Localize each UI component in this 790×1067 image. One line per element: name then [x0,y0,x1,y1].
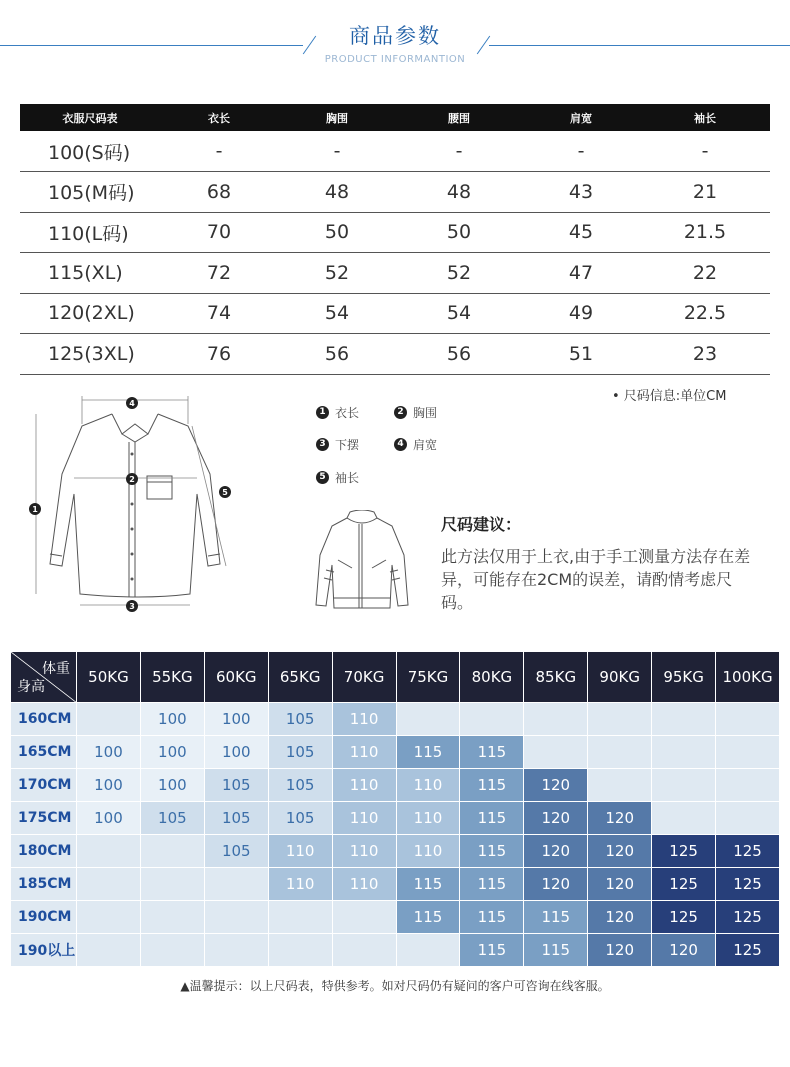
legend-number: 4 [394,438,407,451]
size-label-cell: 105(M码) [20,172,160,213]
size-cell: 115 [460,868,524,901]
size-cell [524,703,588,736]
grid-row [11,901,780,934]
size-cell: 115 [460,769,524,802]
size-cell [588,736,652,769]
grid-corner [11,652,77,703]
size-value-cell: 76 [160,334,278,375]
height-label: 175CM [11,802,77,835]
size-cell [716,703,780,736]
size-value-cell: 22 [640,253,770,294]
size-value-cell: 45 [522,212,640,253]
size-cell: 120 [524,802,588,835]
col-header-length: 衣长 [160,104,278,131]
diagram-mark-5: 5 [222,488,228,497]
size-cell: 110 [268,868,332,901]
size-cell [140,934,204,967]
col-header-sleeve: 袖长 [640,104,770,131]
size-cell: 120 [588,934,652,967]
size-cell: 115 [524,901,588,934]
size-cell: 105 [268,802,332,835]
footnote: ▲温馨提示：以上尺码表，特供参考。如对尺码仍有疑问的客户可咨询在线客服。 [180,979,610,993]
size-row [20,172,770,213]
legend-number: 1 [316,406,329,419]
size-cell [652,802,716,835]
size-cell: 115 [460,802,524,835]
shirt-measurement-diagram [22,394,262,614]
size-value-cell: 54 [396,293,522,334]
grid-row [11,736,780,769]
size-cell [460,703,524,736]
size-cell: 105 [140,802,204,835]
size-cell: 110 [268,835,332,868]
size-cell: 120 [588,835,652,868]
size-cell [332,901,396,934]
size-value-cell: 68 [160,172,278,213]
size-row [20,334,770,375]
size-value-cell: 56 [396,334,522,375]
weight-header: 75KG [396,652,460,703]
weight-header: 60KG [204,652,268,703]
size-cell [652,769,716,802]
size-value-cell: 52 [278,253,396,294]
diagram-mark-2: 2 [129,475,135,484]
col-header-waist: 腰围 [396,104,522,131]
corner-height-label: 身高 [17,679,45,695]
weight-header: 95KG [652,652,716,703]
jacket-illustration [312,510,412,615]
size-value-cell: 48 [396,172,522,213]
size-value-cell: 74 [160,293,278,334]
size-value-cell: 23 [640,334,770,375]
size-label-cell: 100(S码) [20,131,160,172]
height-label: 180CM [11,835,77,868]
size-cell [77,901,141,934]
size-cell [716,736,780,769]
size-value-cell: - [160,131,278,172]
grid-row [11,802,780,835]
grid-row [11,934,780,967]
size-cell: 100 [140,703,204,736]
size-value-cell: 47 [522,253,640,294]
size-cell: 105 [268,736,332,769]
size-value-cell: - [522,131,640,172]
size-label-cell: 110(L码) [20,212,160,253]
size-value-cell: 50 [396,212,522,253]
size-cell [140,901,204,934]
size-cell: 115 [396,868,460,901]
size-cell [396,703,460,736]
size-cell: 105 [204,835,268,868]
grid-row [11,703,780,736]
size-cell: 110 [332,835,396,868]
size-cell: 120 [588,868,652,901]
size-cell: 125 [652,835,716,868]
col-header-chest: 胸围 [278,104,396,131]
size-label-cell: 125(3XL) [20,334,160,375]
size-cell: 100 [77,736,141,769]
legend-label: 胸围 [413,406,438,420]
size-value-cell: 21.5 [640,212,770,253]
size-value-cell: 21 [640,172,770,213]
legend-number: 2 [394,406,407,419]
size-value-cell: 54 [278,293,396,334]
col-header-shoulder: 肩宽 [522,104,640,131]
size-cell: 110 [332,703,396,736]
size-cell: 105 [268,703,332,736]
size-cell: 125 [716,934,780,967]
size-value-cell: 70 [160,212,278,253]
section-title: 商品参数 [349,24,441,48]
size-value-cell: - [640,131,770,172]
section-header [0,0,790,80]
height-label: 165CM [11,736,77,769]
size-cell: 125 [652,901,716,934]
size-cell [268,901,332,934]
size-cell: 110 [332,769,396,802]
size-cell: 115 [460,736,524,769]
corner-weight-label: 体重 [42,661,70,677]
legend-label: 袖长 [335,471,360,485]
size-cell [396,934,460,967]
size-cell: 100 [204,703,268,736]
size-cell: 105 [268,769,332,802]
size-value-cell: 50 [278,212,396,253]
col-header-size: 衣服尺码表 [20,104,160,131]
size-table [20,104,770,375]
size-cell [140,835,204,868]
height-label: 190CM [11,901,77,934]
diagram-mark-1: 1 [32,505,38,514]
size-cell [140,868,204,901]
size-value-cell: - [278,131,396,172]
size-cell: 115 [524,934,588,967]
section-subtitle: PRODUCT INFORMANTION [324,54,466,65]
size-row [20,212,770,253]
size-cell: 110 [332,802,396,835]
size-value-cell: 48 [278,172,396,213]
size-cell: 110 [396,835,460,868]
size-cell: 100 [77,802,141,835]
size-cell: 100 [204,736,268,769]
size-cell: 125 [716,835,780,868]
height-label: 160CM [11,703,77,736]
weight-header: 50KG [77,652,141,703]
size-cell [204,934,268,967]
size-label-cell: 120(2XL) [20,293,160,334]
size-value-cell: 22.5 [640,293,770,334]
size-cell: 110 [332,736,396,769]
size-cell: 115 [460,901,524,934]
grid-row [11,769,780,802]
legend-item [394,404,437,421]
size-cell [716,769,780,802]
height-label: 185CM [11,868,77,901]
size-cell: 100 [77,769,141,802]
size-cell [77,703,141,736]
size-cell: 110 [332,868,396,901]
unit-note: • 尺码信息:单位CM [612,389,727,404]
size-value-cell: 43 [522,172,640,213]
size-cell [77,868,141,901]
legend-label: 下摆 [335,438,360,452]
advice-text: 此方法仅用于上衣,由于手工测量方法存在差异，可能存在2CM的误差，请酌情考虑尺码。 [441,547,751,612]
diagram-mark-3: 3 [129,602,135,611]
size-label-cell: 115(XL) [20,253,160,294]
size-cell [268,934,332,967]
weight-header: 85KG [524,652,588,703]
size-value-cell: 49 [522,293,640,334]
legend-item [316,404,359,421]
size-cell: 110 [396,769,460,802]
size-value-cell: 56 [278,334,396,375]
size-cell: 100 [140,736,204,769]
size-cell [77,934,141,967]
size-cell: 110 [396,802,460,835]
grid-row [11,868,780,901]
size-cell [652,703,716,736]
size-cell [77,835,141,868]
weight-header: 100KG [716,652,780,703]
size-value-cell: - [396,131,522,172]
size-cell: 100 [140,769,204,802]
size-cell: 120 [588,802,652,835]
legend-item [394,436,437,453]
size-cell [524,736,588,769]
size-value-cell: 72 [160,253,278,294]
size-row [20,293,770,334]
grid-header-row [11,652,780,703]
weight-header: 70KG [332,652,396,703]
size-recommendation-grid [10,651,780,967]
size-cell: 120 [588,901,652,934]
size-value-cell: 52 [396,253,522,294]
size-cell: 125 [716,901,780,934]
size-cell: 125 [652,868,716,901]
weight-header: 90KG [588,652,652,703]
size-cell: 115 [460,934,524,967]
legend-item [316,436,359,453]
size-row [20,131,770,172]
size-cell: 115 [460,835,524,868]
size-cell: 120 [524,868,588,901]
size-cell: 120 [524,769,588,802]
size-cell: 125 [716,868,780,901]
legend-label: 衣长 [335,406,360,420]
grid-row [11,835,780,868]
size-cell [652,736,716,769]
diagram-legend [316,404,496,494]
size-cell: 105 [204,769,268,802]
legend-number: 5 [316,471,329,484]
diagram-mark-4: 4 [129,399,135,408]
legend-number: 3 [316,438,329,451]
size-cell [716,802,780,835]
size-cell: 120 [524,835,588,868]
legend-item [316,469,359,486]
size-table-header [20,104,770,131]
size-cell [204,901,268,934]
size-cell [332,934,396,967]
height-label: 170CM [11,769,77,802]
size-cell: 115 [396,901,460,934]
weight-header: 55KG [140,652,204,703]
weight-header: 65KG [268,652,332,703]
size-cell [588,703,652,736]
size-row [20,253,770,294]
size-cell: 120 [652,934,716,967]
size-cell [204,868,268,901]
size-value-cell: 51 [522,334,640,375]
size-cell: 115 [396,736,460,769]
weight-header: 80KG [460,652,524,703]
size-cell: 105 [204,802,268,835]
legend-label: 肩宽 [413,438,438,452]
height-label: 190以上 [11,934,77,967]
advice-title: 尺码建议： [441,515,522,534]
size-cell [588,769,652,802]
